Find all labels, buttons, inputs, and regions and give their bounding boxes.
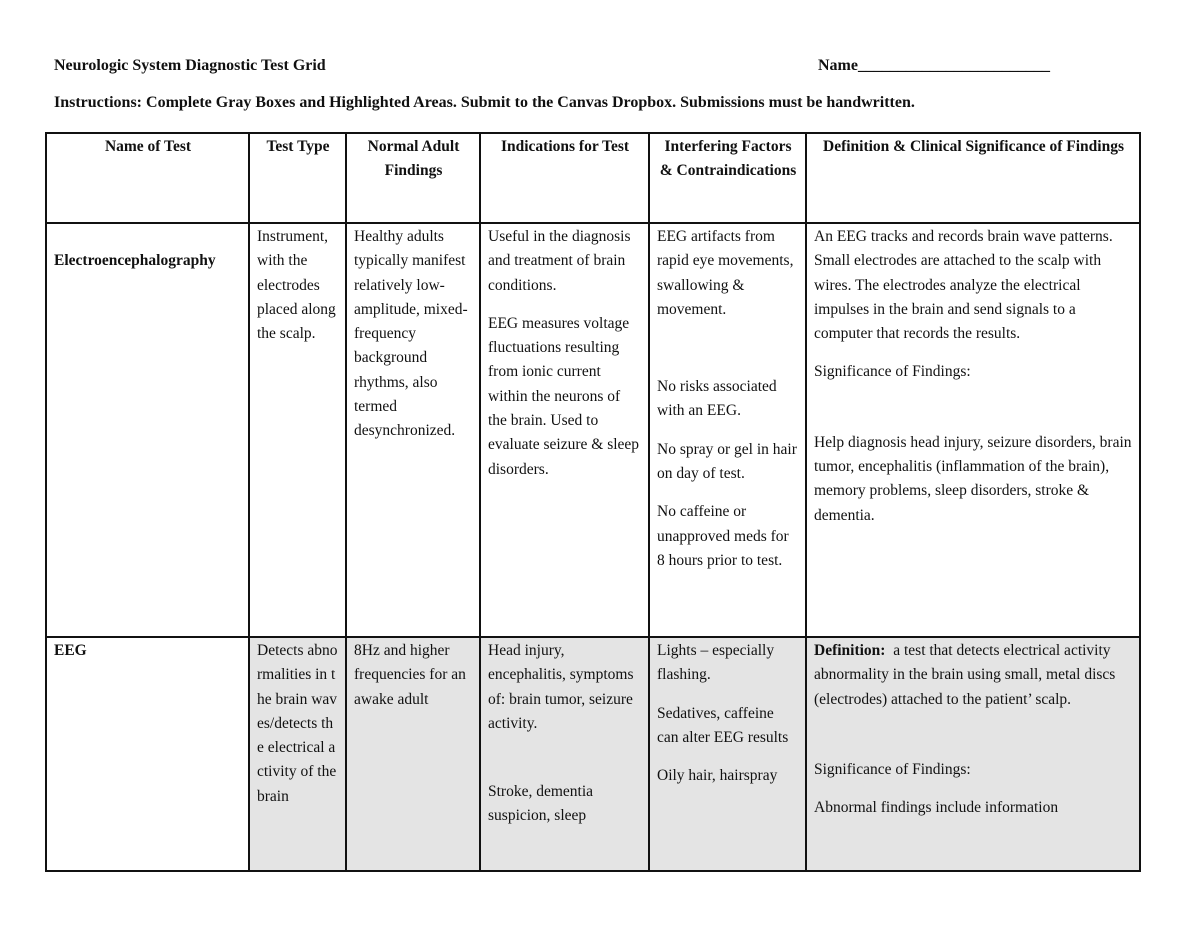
interfering-text: No caffeine or unapproved meds for 8 hours prior to test. (657, 503, 789, 569)
normal-findings-cell (346, 637, 480, 871)
normal-findings-text: Healthy adults typically manifest relatively low-amplitude, mixed-frequency background rhythms, also termed desynchronized. (354, 228, 468, 440)
definition-significance-cell (806, 637, 1140, 871)
col-header-interfering-factors: Interfering Factors & Contraindications (649, 133, 806, 223)
test-name: Electroencephalography (54, 252, 216, 269)
test-name-cell (46, 637, 249, 871)
indications-cell (480, 223, 649, 637)
test-name-cell (46, 223, 249, 637)
definition-text: An EEG tracks and records brain wave patterns. Small electrodes are attached to the scalp with wires. The electrodes analyze the electrical impulses in the brain and send signals to a computer that records the results. (814, 228, 1113, 343)
indications-cell (480, 637, 649, 871)
header-row (46, 133, 1140, 223)
interfering-text: No spray or gel in hair on day of test. (657, 440, 797, 483)
definition-label: Definition: (814, 642, 886, 659)
col-header-indications: Indications for Test (480, 133, 649, 223)
test-type-text: Detects abnormalities in the brain waves/detects the electrical activity of the brain (257, 642, 338, 805)
test-type-text: Instrument, with the electrodes placed along the scalp. (257, 228, 336, 343)
definition-text: a test that detects electrical activity abnormality in the brain using small, metal discs (electrodes) attached to the patient’ scalp. (814, 642, 1116, 708)
col-header-definition-significance: Definition & Clinical Significance of Findings (806, 133, 1140, 223)
col-header-test-type: Test Type (249, 133, 346, 223)
test-type-cell (249, 637, 346, 871)
diagnostic-test-grid (45, 132, 1141, 872)
significance-label: Significance of Findings: (814, 363, 971, 381)
table-row (46, 223, 1140, 637)
indications-text: EEG measures voltage fluctuations resulting from ionic current within the neurons of the brain. Used to evaluate seizure & sleep disorders. (488, 314, 640, 478)
definition-significance-cell (806, 223, 1140, 637)
normal-findings-text: 8Hz and higher frequencies for an awake adult (354, 642, 466, 708)
instructions-text: Instructions: Complete Gray Boxes and Highlighted Areas. Submit to the Canvas Dropbox. Submissions must be handwritten. (54, 94, 915, 111)
interfering-text: No risks associated with an EEG. (657, 378, 777, 420)
interfering-text: Oily hair, hairspray (657, 767, 778, 785)
document-title: Neurologic System Diagnostic Test Grid (54, 57, 326, 74)
interfering-factors-cell (649, 223, 806, 637)
significance-text: Help diagnosis head injury, seizure disorders, brain tumor, encephalitis (inflammation of the brain), memory problems, sleep disorders, stroke & dementia. (814, 433, 1132, 524)
interfering-text: Sedatives, caffeine can alter EEG results (657, 704, 789, 746)
significance-text: Abnormal findings include information (814, 799, 1059, 817)
interfering-text: Lights – especially flashing. (657, 642, 775, 684)
col-header-name-of-test: Name of Test (46, 133, 249, 223)
interfering-text: EEG artifacts from rapid eye movements, swallowing & movement. (657, 228, 794, 318)
interfering-factors-cell (649, 637, 806, 871)
test-name: EEG (54, 642, 87, 659)
indications-text: Useful in the diagnosis and treatment of brain conditions. (488, 228, 631, 294)
test-type-cell (249, 223, 346, 637)
indications-text: Head injury, encephalitis, symptoms of: brain tumor, seizure activity. (488, 642, 634, 732)
col-header-normal-findings: Normal Adult Findings (346, 133, 480, 223)
table-row (46, 637, 1140, 871)
name-field-label: Name________________________ (818, 57, 1050, 74)
indications-text: Stroke, dementia suspicion, sleep (488, 783, 594, 825)
definition-paragraph (814, 639, 1133, 712)
significance-label: Significance of Findings: (814, 760, 971, 778)
normal-findings-cell (346, 223, 480, 637)
